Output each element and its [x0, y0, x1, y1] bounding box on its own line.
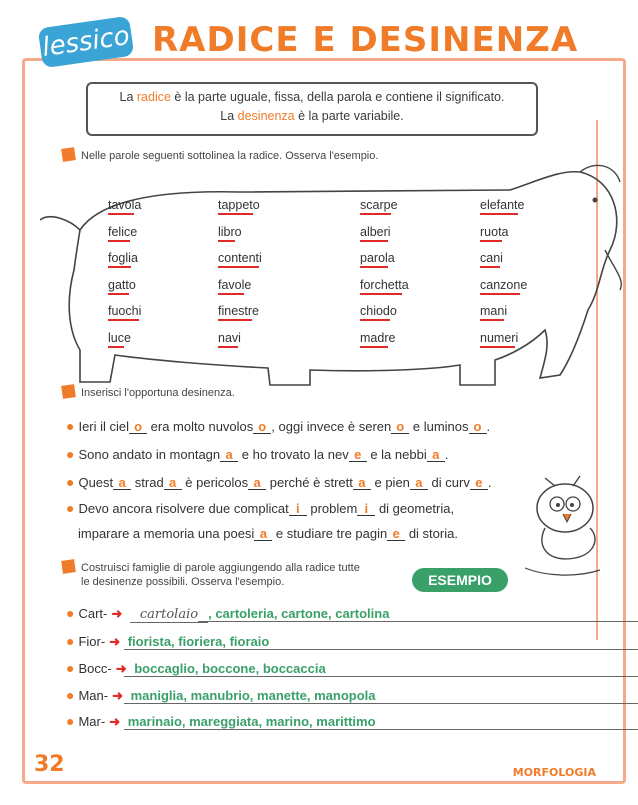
- word-item: [360, 251, 395, 265]
- word-ending: e: [130, 224, 138, 239]
- sentence-text: Quest: [78, 475, 114, 490]
- word-ending: e: [244, 277, 252, 292]
- sentence-text: è pericolos: [181, 475, 249, 490]
- word-ending: e: [388, 330, 396, 345]
- word-root: nav: [218, 331, 238, 348]
- sentence-text: , oggi invece è seren: [271, 419, 392, 434]
- sentence-text: di geometria,: [375, 501, 455, 516]
- sentence-text: .: [487, 475, 492, 490]
- sentence-text: era molto nuvolos: [147, 419, 254, 434]
- word-ending: e: [123, 330, 131, 345]
- word-ending: a: [130, 251, 138, 265]
- sentence-text: e ho trovato la nev: [238, 447, 349, 462]
- arrow-right-icon: ➜: [109, 714, 121, 729]
- exercise1-instruction: Nelle parole seguenti sottolinea la radice. Osserva l'esempio.: [62, 148, 378, 162]
- exercise2-instruction: Inserisci l'opportuna desinenza.: [62, 385, 235, 399]
- example-word: cartolaio: [130, 607, 208, 623]
- arrow-right-icon: ➜: [111, 606, 123, 621]
- word-ending: a: [401, 277, 409, 292]
- word-root: tavol: [108, 198, 134, 215]
- family-row-cart: ● Cart- ➜ cartolaio , cartoleria, cartone, cartolina: [66, 605, 389, 622]
- word-ending: i: [387, 224, 391, 239]
- sentence-text: e luminos: [409, 419, 469, 434]
- word-root: forchett: [360, 278, 402, 295]
- definition-box: La radice è la parte uguale, fissa, della parola e contiene il significato. La desinenza è la parte variabile.: [86, 82, 538, 136]
- exercise3-instruction: Costruisci famiglie di parole aggiungendo alla radice tutte le desinenze possibili. Osserva l'esempio.: [62, 560, 360, 589]
- word-item: [360, 225, 391, 239]
- word-root: elefant: [480, 198, 518, 215]
- bullet-dot-icon: ●: [66, 500, 75, 516]
- ending-blank[interactable]: i: [357, 503, 375, 516]
- word-ending: i: [515, 330, 519, 345]
- family-row-man: ● Man- ➜ maniglia, manubrio, manette, manopola: [66, 687, 626, 704]
- word-ending: e: [517, 198, 525, 212]
- word-ending: e: [520, 277, 528, 292]
- word-root: fuoch: [108, 304, 139, 321]
- word-item: [360, 304, 397, 318]
- word-root: scarp: [360, 198, 391, 215]
- sentence-text: Devo ancora risolvere due complicat: [78, 501, 289, 516]
- sentence-text: problem: [306, 501, 358, 516]
- bullet-square-icon: [61, 384, 76, 399]
- word-root: canzon: [480, 278, 520, 295]
- ending-blank[interactable]: a: [220, 449, 238, 462]
- family-row-mar: ● Mar- ➜ marinaio, mareggiata, marino, marittimo: [66, 713, 626, 730]
- page-title: RADICE E DESINENZA: [152, 20, 579, 60]
- family-row-fior: ● Fior- ➜ fiorista, fioriera, fioraio: [66, 633, 626, 650]
- ending-blank[interactable]: e: [470, 477, 488, 490]
- word-ending: i: [238, 330, 241, 345]
- word-item: [108, 225, 137, 239]
- word-ending: o: [234, 224, 242, 239]
- ending-blank[interactable]: o: [129, 421, 147, 434]
- page-number: 32: [34, 752, 65, 777]
- word-ending: e: [390, 198, 398, 212]
- ending-blank[interactable]: i: [289, 503, 307, 516]
- sentence-5: [78, 526, 458, 541]
- word-root: numer: [480, 331, 515, 348]
- sentence-text: e studiare tre pagin: [272, 526, 388, 541]
- word-item: [360, 331, 395, 345]
- arrow-right-icon: ➜: [109, 634, 121, 649]
- bullet-dot-icon: ●: [66, 446, 75, 462]
- word-item: [108, 278, 136, 292]
- word-item: [480, 331, 518, 345]
- ending-blank[interactable]: e: [387, 528, 405, 541]
- word-root: fogli: [108, 251, 131, 268]
- word-item: [360, 278, 409, 292]
- word-item: [108, 331, 131, 345]
- bullet-dot-icon: ●: [66, 418, 75, 434]
- word-item: [108, 198, 141, 212]
- word-item: [108, 304, 141, 318]
- word-root: tappet: [218, 198, 253, 215]
- sentence-text: strad: [131, 475, 164, 490]
- word-root: gatt: [108, 278, 129, 295]
- ending-blank[interactable]: a: [248, 477, 266, 490]
- arrow-right-icon: ➜: [115, 661, 127, 676]
- word-item: [108, 251, 138, 265]
- word-item: [218, 278, 251, 292]
- word-ending: o: [252, 198, 260, 212]
- sentence-text: e la nebbi: [366, 447, 427, 462]
- sentence-text: di curv: [427, 475, 470, 490]
- word-item: [218, 304, 259, 318]
- bullet-dot-icon: ●: [66, 474, 75, 490]
- ending-blank[interactable]: o: [253, 421, 271, 434]
- word-ending: e: [252, 304, 259, 318]
- bullet-square-icon: [61, 559, 76, 574]
- word-item: [218, 331, 241, 345]
- bird-illustration: [505, 458, 615, 583]
- word-root: chiod: [360, 304, 390, 321]
- sentence-1: [66, 418, 490, 434]
- word-ending: i: [138, 304, 142, 318]
- sentence-text: perché è strett: [266, 475, 353, 490]
- word-item: [480, 225, 509, 239]
- sentence-4: [66, 500, 454, 516]
- sentence-text: .: [444, 447, 449, 462]
- sentence-2: [66, 446, 448, 462]
- sentence-text: Ieri il ciel: [78, 419, 130, 434]
- sentence-text: imparare a memoria una poesi: [78, 526, 255, 541]
- word-ending: a: [134, 198, 142, 212]
- word-item: [218, 225, 242, 239]
- ending-blank[interactable]: o: [469, 421, 487, 434]
- arrow-right-icon: ➜: [112, 688, 123, 703]
- sentence-text: di storia.: [405, 526, 458, 541]
- word-ending: o: [128, 277, 136, 292]
- word-item: [360, 198, 398, 212]
- ending-blank[interactable]: a: [427, 449, 445, 462]
- esempio-badge: ESEMPIO: [412, 568, 508, 592]
- family-row-bocc: ● Bocc- ➜ boccaglio, boccone, boccaccia: [66, 660, 626, 677]
- word-ending: a: [501, 224, 509, 239]
- word-item: [480, 198, 524, 212]
- sentence-text: e pien: [370, 475, 410, 490]
- word-root: parol: [360, 251, 388, 268]
- ending-blank[interactable]: a: [353, 477, 371, 490]
- ending-blank[interactable]: a: [410, 477, 428, 490]
- word-item: [218, 251, 262, 265]
- word-root: alber: [360, 225, 388, 242]
- ending-blank[interactable]: a: [254, 528, 272, 541]
- ending-blank[interactable]: a: [113, 477, 131, 490]
- word-ending: o: [389, 304, 397, 318]
- word-root: luc: [108, 331, 124, 348]
- word-item: [218, 198, 260, 212]
- word-item: [480, 251, 503, 265]
- word-ending: i: [504, 304, 508, 318]
- ending-blank[interactable]: o: [391, 421, 409, 434]
- lessico-badge: lessico: [38, 16, 135, 68]
- word-root: libr: [218, 225, 235, 242]
- word-root: ruot: [480, 225, 502, 242]
- sentence-text: Sono andato in montagn: [78, 447, 221, 462]
- word-root: can: [480, 251, 500, 268]
- word-ending: a: [387, 251, 395, 265]
- word-root: felic: [108, 225, 130, 242]
- word-item: [480, 304, 507, 318]
- word-ending: i: [500, 251, 503, 265]
- ending-blank[interactable]: e: [349, 449, 367, 462]
- word-root: man: [480, 304, 504, 321]
- word-root: favol: [218, 278, 244, 295]
- section-label: MORFOLOGIA: [512, 766, 596, 779]
- word-ending: i: [259, 251, 262, 265]
- sentence-text: .: [486, 419, 491, 434]
- word-item: [480, 278, 527, 292]
- word-root: content: [218, 251, 259, 268]
- word-root: madr: [360, 331, 388, 348]
- sentence-3: [66, 474, 491, 490]
- ending-blank[interactable]: a: [164, 477, 182, 490]
- word-root: finestr: [218, 304, 252, 321]
